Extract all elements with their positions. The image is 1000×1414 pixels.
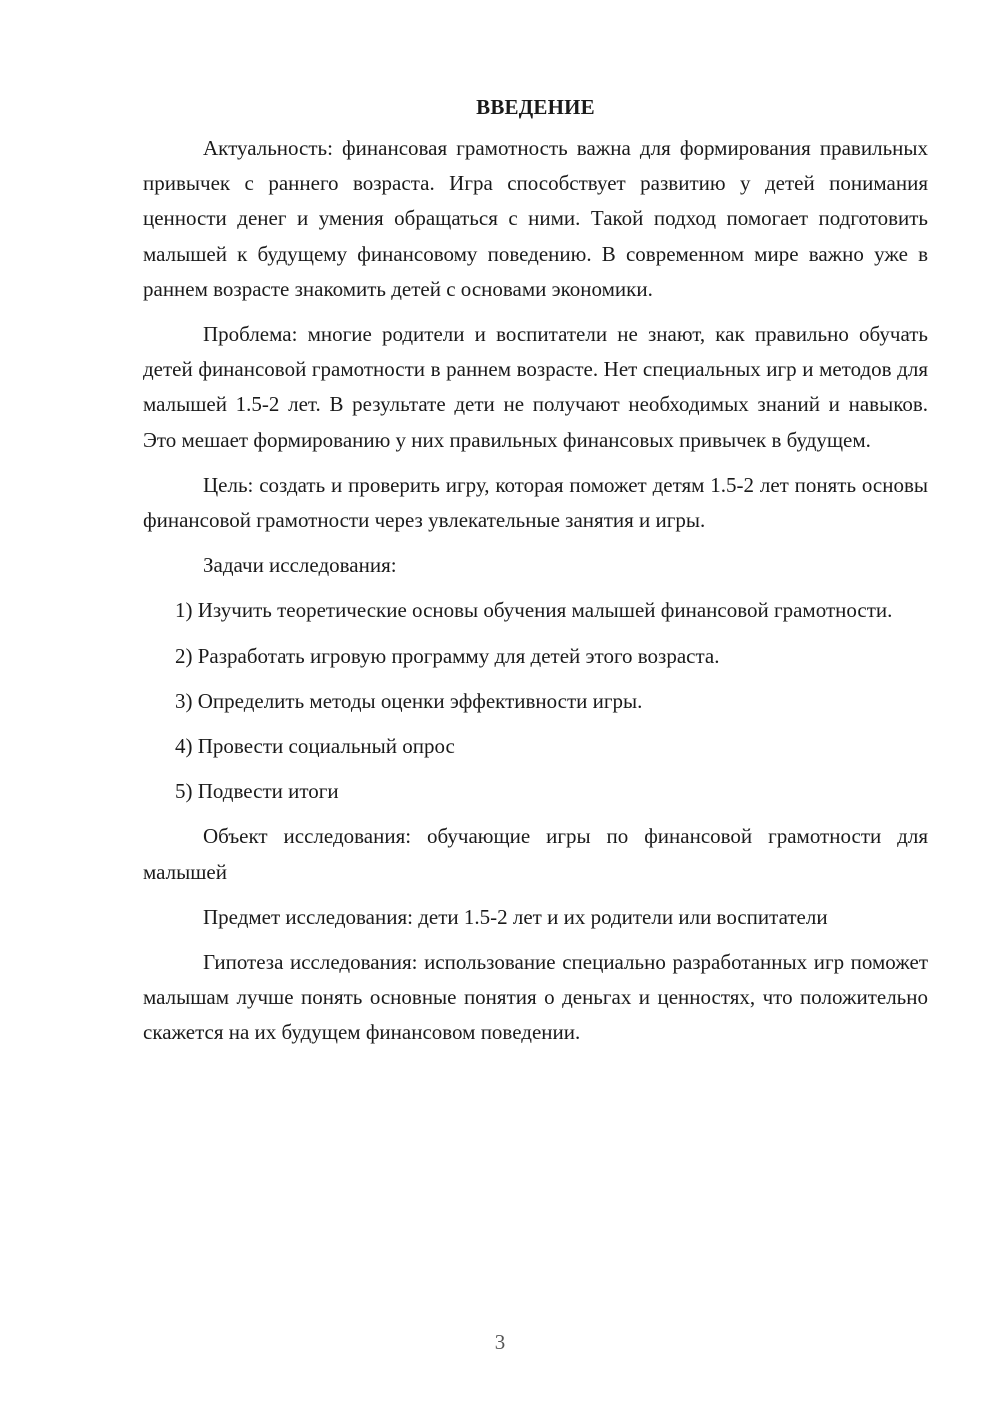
task-item-5: 5) Подвести итоги	[175, 779, 339, 804]
paragraph-problem: Проблема: многие родители и воспитатели не знают, как правильно обучать детей финансовой грамотности в раннем возрасте. Нет специальных игр и методов для малышей 1.5-2 лет. В результате дети не получают необходимых знаний и навыков. Это мешает формированию у них правильных финансовых привычек в будущем.	[143, 322, 928, 452]
task-item-4: 4) Провести социальный опрос	[175, 734, 455, 759]
document-title: ВВЕДЕНИЕ	[476, 95, 595, 119]
paragraph-hypothesis: Гипотеза исследования: использование специально разработанных игр поможет малышам лучше понять основные понятия о деньгах и ценностях, что положительно скажется на их будущем финансовом поведении.	[143, 950, 928, 1045]
page-number: 3	[494, 1330, 506, 1354]
task-item-3: 3) Определить методы оценки эффективности игры.	[175, 688, 643, 713]
document-page	[143, 90, 928, 1061]
tasks-heading: Задачи исследования:	[203, 553, 397, 578]
paragraph-object: Объект исследования: обучающие игры по финансовой грамотности для малышей	[143, 824, 928, 884]
paragraph-subject: Предмет исследования: дети 1.5-2 лет и их родители или воспитатели	[203, 904, 828, 929]
task-item-1: 1) Изучить теоретические основы обучения малышей финансовой грамотности.	[175, 598, 893, 623]
paragraph-relevance: Актуальность: финансовая грамотность важна для формирования правильных привычек с раннего возраста. Игра способствует развитию у детей понимания ценности денег и умения обращаться с ними. Такой подход помогает подготовить малышей к будущему финансовому поведению. В современном мире важно уже в раннем возрасте знакомить детей с основами экономики.	[143, 136, 928, 301]
task-item-2: 2) Разработать игровую программу для детей этого возраста.	[175, 643, 720, 668]
paragraph-goal: Цель: создать и проверить игру, которая поможет детям 1.5-2 лет понять основы финансовой грамотности через увлекательные занятия и игры.	[143, 472, 928, 533]
